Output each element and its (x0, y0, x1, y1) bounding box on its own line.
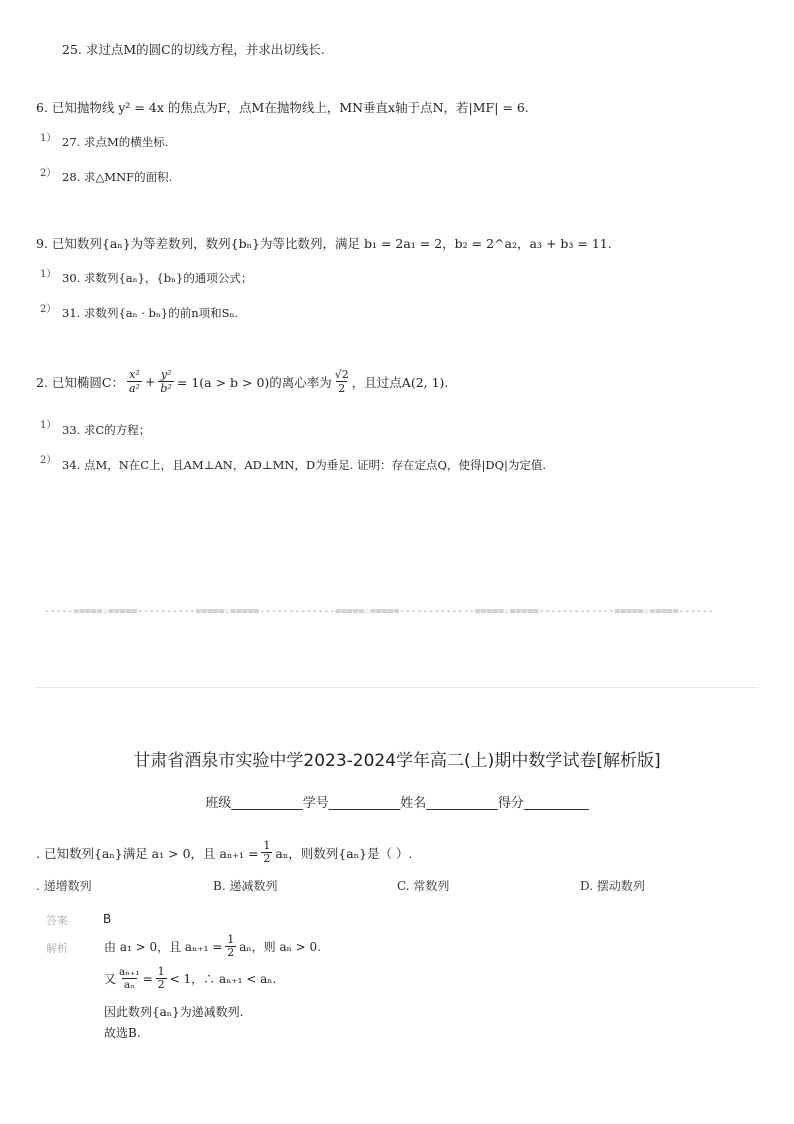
denominator: 2 (157, 978, 165, 991)
solution-line-3: 因此数列{aₙ}为递减数列. (104, 1005, 244, 1019)
fraction (127, 368, 142, 395)
question-25: 25. 求过点M的圆C的切线方程，并求出切线长. (62, 42, 325, 57)
question-31: 31. 求数列{aₙ · bₙ}的前n项和Sₙ. (62, 306, 239, 320)
fraction (225, 934, 236, 959)
equals-sign: = (142, 971, 153, 986)
sol1-prefix: 由 a₁ > 0，且 aₙ₊₁ = (104, 940, 223, 954)
denominator: aₙ (123, 979, 135, 991)
q1-suffix: aₙ，则数列{aₙ}是（ ）. (275, 845, 413, 861)
exam-title: 甘肃省酒泉市实验中学2023-2024学年高二(上)期中数学试卷[解析版] (133, 751, 661, 771)
denominator: 2 (227, 946, 235, 959)
numerator: √2 (334, 368, 349, 381)
part-marker: 1） (40, 133, 57, 144)
option-a: . 递增数列 (36, 879, 92, 893)
denominator: 2 (263, 852, 271, 865)
denominator: 2 (338, 382, 346, 395)
part-marker: 2） (40, 168, 57, 179)
answer-value: B (103, 912, 112, 926)
solution-line-4: 故选B. (104, 1026, 141, 1040)
numerator: aₙ₊₁ (119, 966, 140, 978)
part-marker: 2） (40, 455, 57, 466)
part-marker: 1） (40, 420, 57, 431)
sol1-suffix: aₙ，则 aₙ > 0. (239, 940, 321, 954)
page-divider (36, 687, 758, 688)
q1-prefix: . 已知数列{aₙ}满足 a₁ > 0，且 aₙ₊₁ = (36, 845, 259, 861)
sol2-suffix: < 1，∴ aₙ₊₁ < aₙ. (169, 972, 277, 986)
denominator: a² (128, 382, 140, 395)
solution-line-1 (104, 934, 321, 959)
question-1 (36, 840, 413, 865)
question-2 (36, 368, 448, 395)
numerator: x² (129, 368, 140, 381)
option-c: C. 常数列 (397, 879, 450, 893)
question-6: 6. 已知抛物线 y² = 4x 的焦点为F，点M在抛物线上，MN垂直x轴于点N，若|MF| = 6. (36, 100, 529, 115)
option-d: D. 摆动数列 (580, 879, 645, 893)
fraction (119, 966, 140, 991)
question-33: 33. 求C的方程； (62, 423, 151, 437)
section-separator: -----=====☆=====----------=====☆=====-------------=====☆=====-------------=====☆=====-------------=====☆=====------ (44, 606, 714, 617)
question-28: 28. 求△MNF的面积. (62, 170, 173, 184)
q2-suffix: ，且过点A(2, 1). (351, 374, 449, 390)
option-b: B. 递减数列 (213, 879, 278, 893)
numerator: 1 (227, 933, 235, 946)
question-27: 27. 求点M的横坐标. (62, 135, 169, 149)
question-34: 34. 点M，N在C上，且AM⊥AN，AD⊥MN，D为垂足. 证明：存在定点Q，使得|DQ|为定值. (62, 458, 547, 472)
plus-sign: + (144, 374, 156, 389)
question-30: 30. 求数列{aₙ}，{bₙ}的通项公式； (62, 271, 253, 285)
fraction (156, 966, 167, 991)
q2-prefix: 2. 已知椭圆C： (36, 374, 124, 390)
fraction (158, 368, 173, 395)
fraction (261, 840, 272, 865)
q2-middle: = 1(a > b > 0)的离心率为 (176, 374, 332, 390)
numerator: 1 (157, 965, 165, 978)
numerator: 1 (263, 839, 271, 852)
sol2-prefix: 又 (104, 972, 117, 986)
part-marker: 2） (40, 304, 57, 315)
part-marker: 1） (40, 269, 57, 280)
student-info-line: 班级___________学号___________姓名___________得分__________ (205, 796, 589, 811)
question-9: 9. 已知数列{aₙ}为等差数列，数列{bₙ}为等比数列，满足 b₁ = 2a₁ = 2，b₂ = 2^a₂，a₃ + b₃ = 11. (36, 236, 612, 251)
denominator: b² (160, 382, 172, 395)
solution-line-2 (104, 966, 276, 991)
answer-label: 答案 (46, 914, 68, 927)
fraction (335, 368, 349, 395)
analysis-label: 解析 (46, 942, 68, 955)
numerator: y² (160, 368, 172, 381)
